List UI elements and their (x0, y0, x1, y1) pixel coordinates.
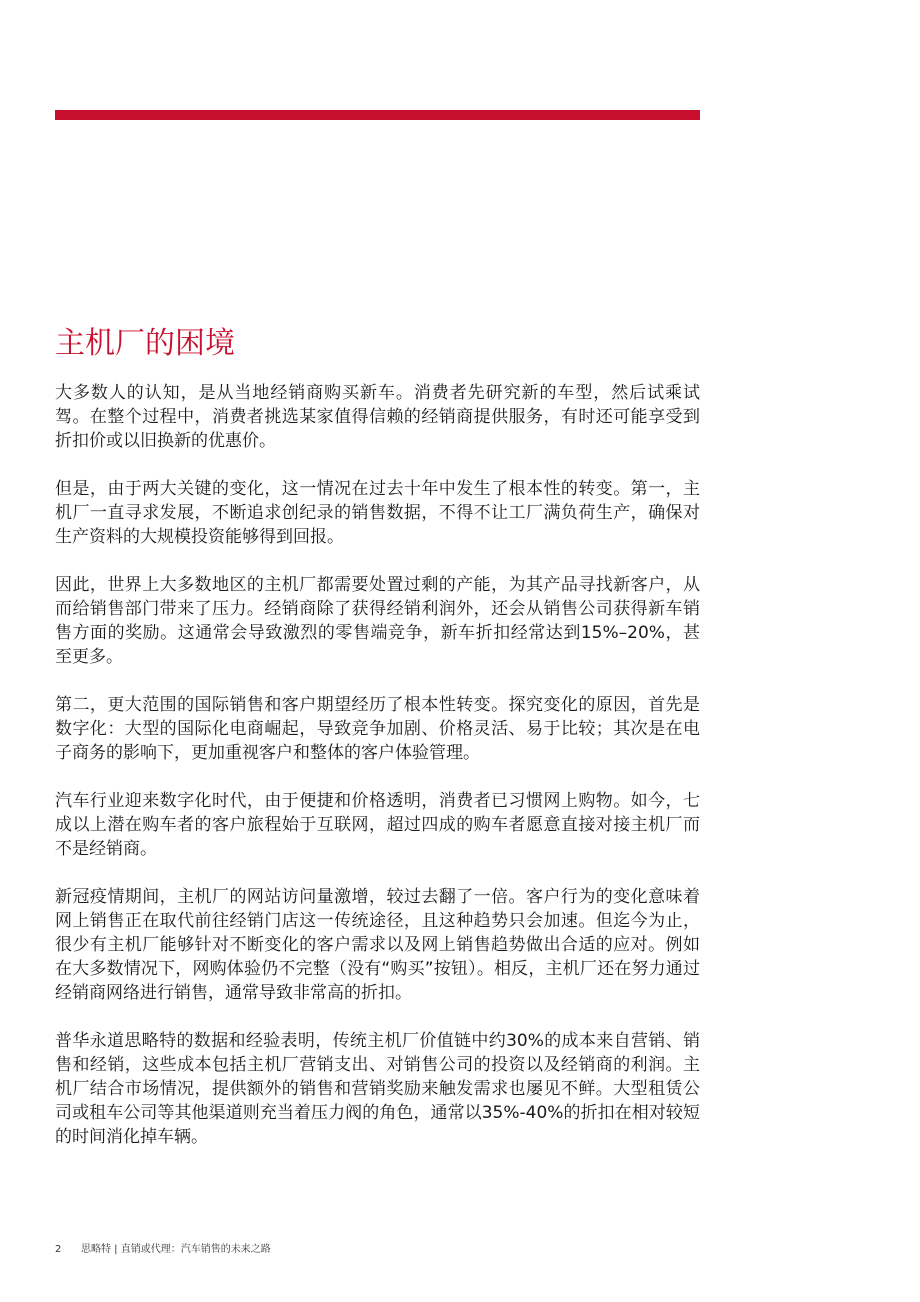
paragraph-1: 大多数人的认知，是从当地经销商购买新车。消费者先研究新的车型，然后试乘试驾。在整个过程中，消费者挑选某家值得信赖的经销商提供服务，有时还可能享受到折扣价或以旧换新的优惠价。 (55, 383, 700, 451)
footer-text: 思略特 | 直销或代理：汽车销售的未来之路 (81, 1244, 271, 1255)
paragraph-2: 但是，由于两大关键的变化，这一情况在过去十年中发生了根本性的转变。第一，主机厂一直寻求发展，不断追求创纪录的销售数据，不得不让工厂满负荷生产，确保对生产资料的大规模投资能够得到回报。 (55, 479, 700, 547)
page-footer (55, 1243, 271, 1257)
paragraph-6: 新冠疫情期间，主机厂的网站访问量激增，较过去翻了一倍。客户行为的变化意味着网上销售正在取代前往经销门店这一传统途径，且这种趋势只会加速。但迄今为止，很少有主机厂能够针对不断变化的客户需求以及网上销售趋势做出合适的应对。例如在大多数情况下，网购体验仍不完整（没有“购买”按钮）。相反，主机厂还在努力通过经销商网络进行销售，通常导致非常高的折扣。 (55, 887, 700, 1003)
paragraph-3: 因此，世界上大多数地区的主机厂都需要处置过剩的产能，为其产品寻找新客户，从而给销售部门带来了压力。经销商除了获得经销利润外，还会从销售公司获得新车销售方面的奖励。这通常会导致激烈的零售端竞争，新车折扣经常达到15%–20%，甚至更多。 (55, 575, 700, 667)
body-text (55, 381, 700, 1173)
paragraph-7: 普华永道思略特的数据和经验表明，传统主机厂价值链中约30%的成本来自营销、销售和经销，这些成本包括主机厂营销支出、对销售公司的投资以及经销商的利润。主机厂结合市场情况，提供额外的销售和营销奖励来触发需求也屡见不鲜。大型租赁公司或租车公司等其他渠道则充当着压力阀的角色，通常以35%-40%的折扣在相对较短的时间消化掉车辆。 (55, 1031, 700, 1147)
paragraph-5: 汽车行业迎来数字化时代，由于便捷和价格透明，消费者已习惯网上购物。如今，七成以上潜在购车者的客户旅程始于互联网，超过四成的购车者愿意直接对接主机厂而不是经销商。 (55, 791, 700, 859)
top-accent-bar (55, 110, 700, 120)
section-heading: 主机厂的困境 (55, 326, 235, 361)
page-number: 2 (55, 1244, 62, 1255)
paragraph-4: 第二，更大范围的国际销售和客户期望经历了根本性转变。探究变化的原因，首先是数字化：大型的国际化电商崛起，导致竞争加剧、价格灵活、易于比较；其次是在电子商务的影响下，更加重视客户和整体的客户体验管理。 (55, 695, 700, 763)
